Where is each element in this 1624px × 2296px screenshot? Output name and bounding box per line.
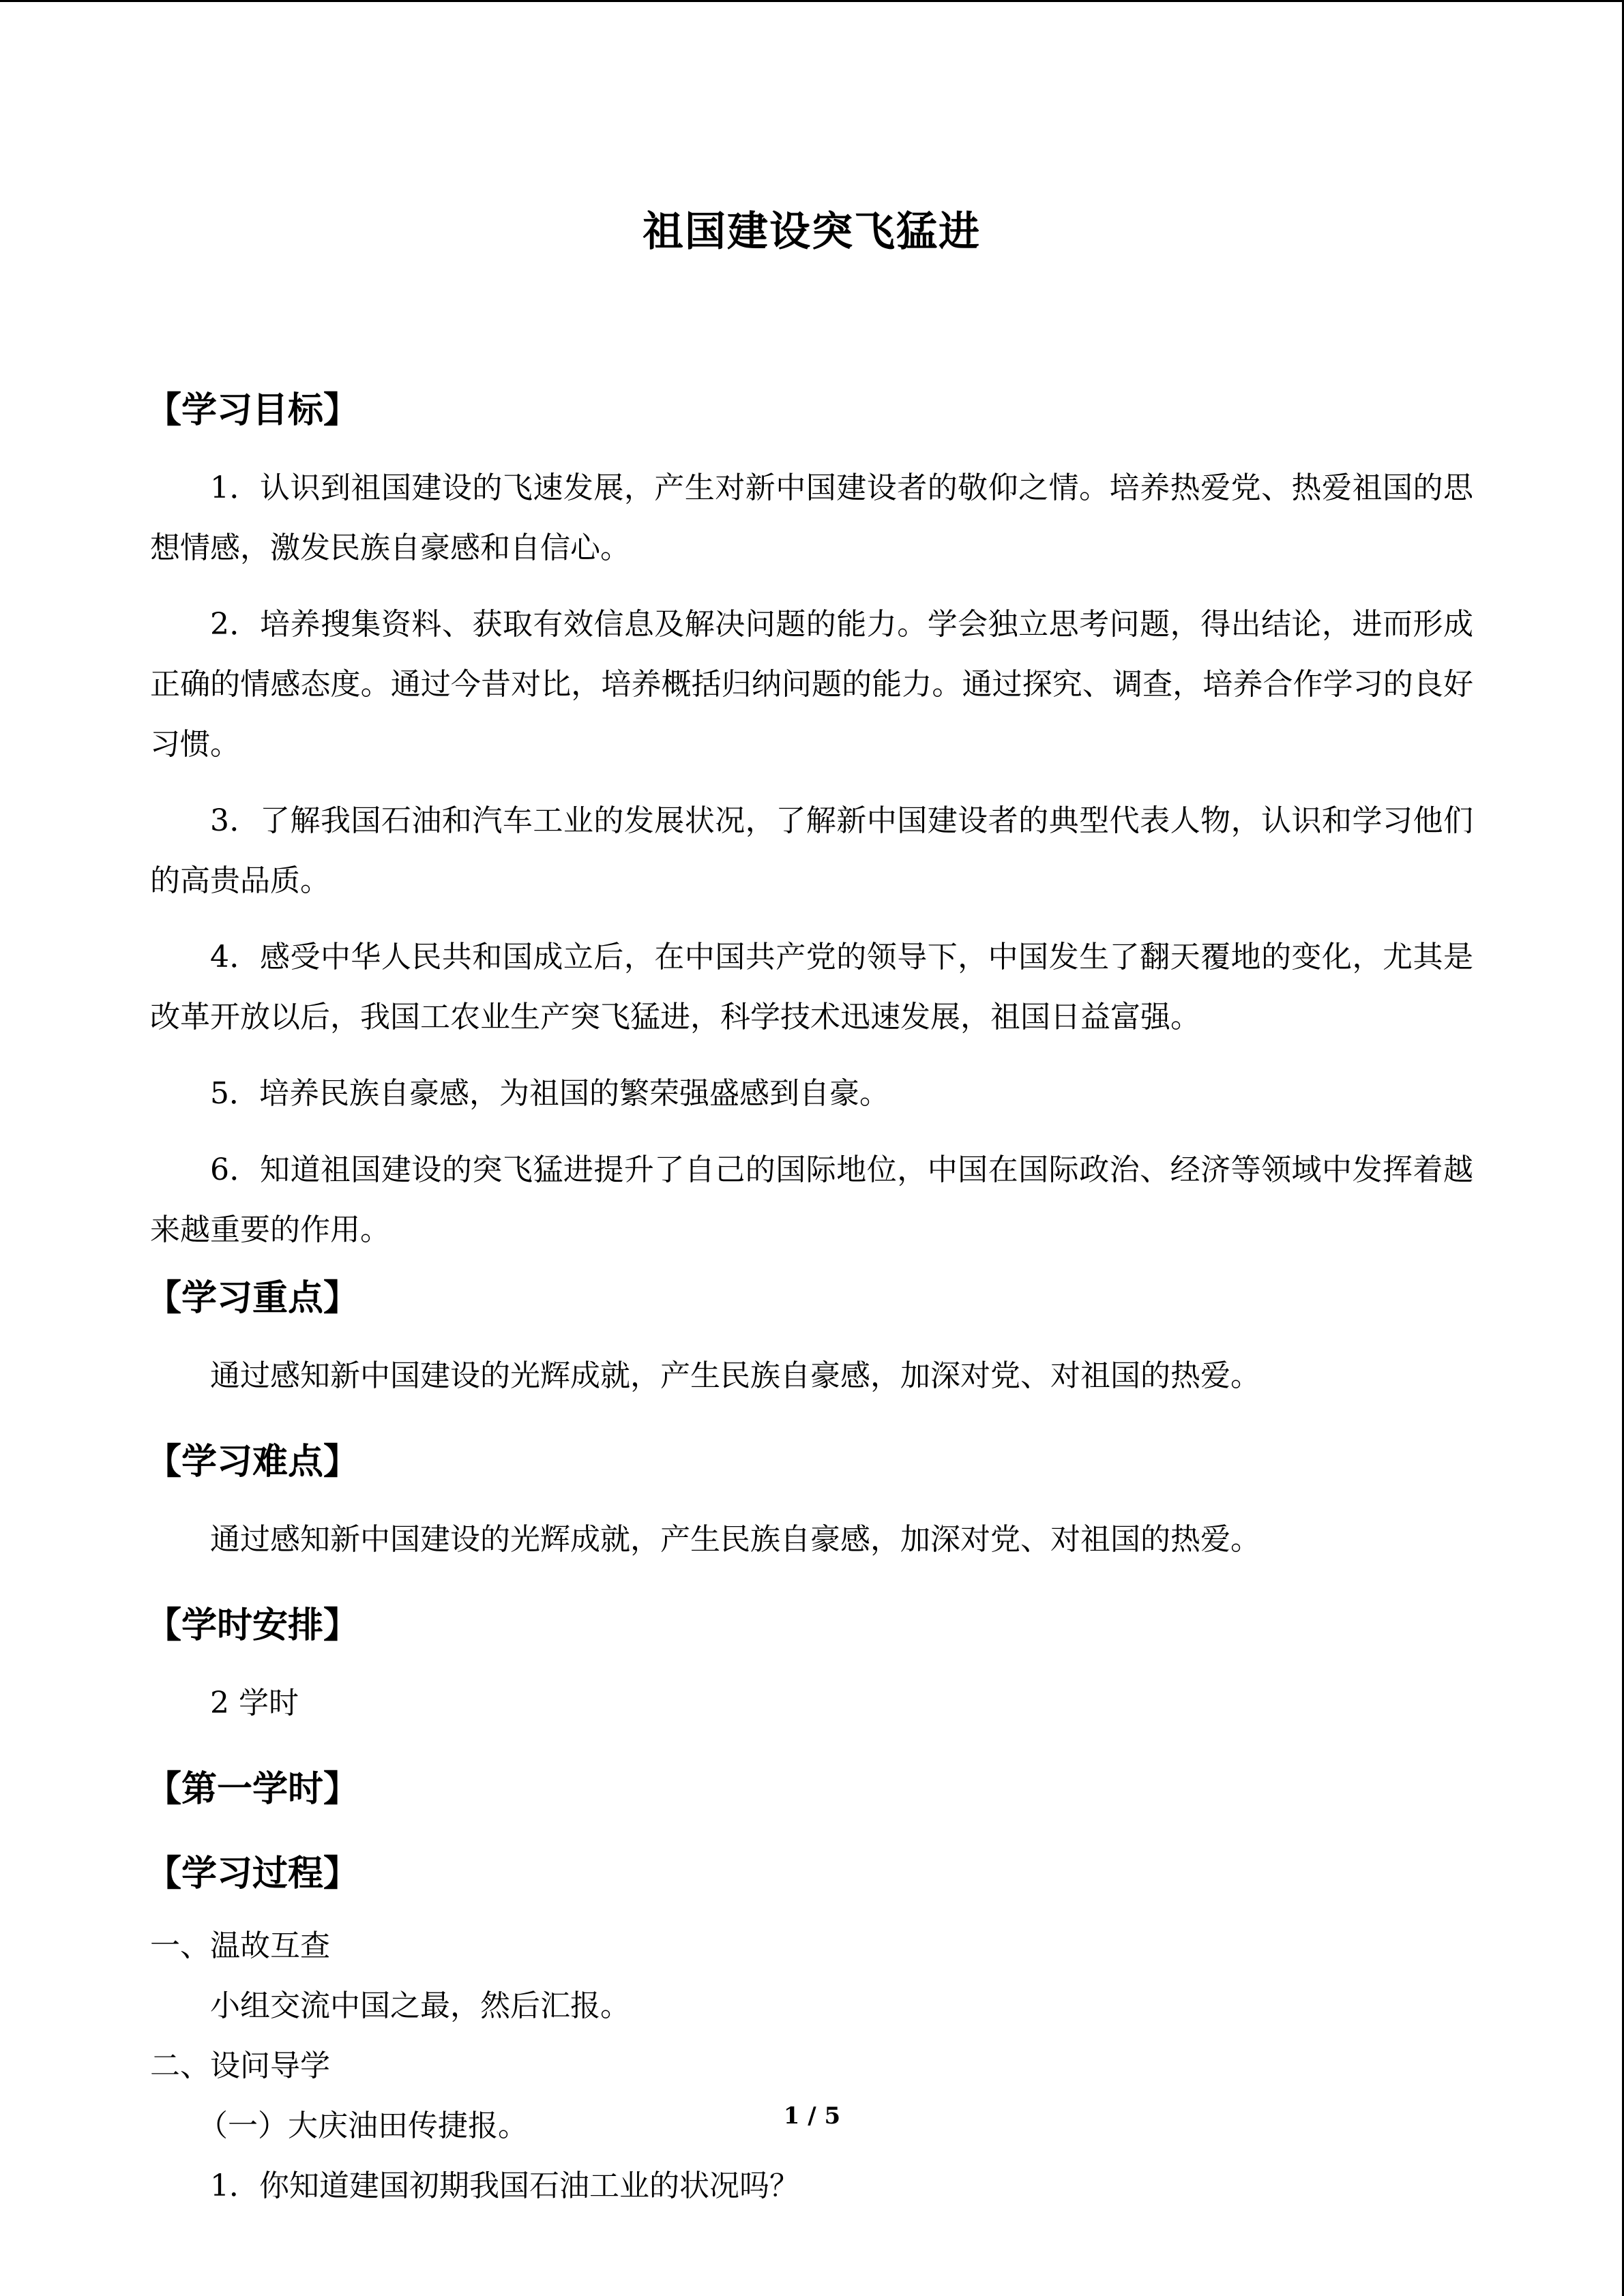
heading-key-points: 【学习重点】: [146, 1278, 359, 1319]
page-number: 1 / 5: [783, 2102, 841, 2130]
step-1-title: 一、温故互查: [150, 1928, 330, 1963]
sub-section-1-title: （一）大庆油田传捷报。: [198, 2108, 528, 2143]
top-border: [0, 0, 1624, 2]
goal-item-4: 4．感受中华人民共和国成立后，在中国共产党的领导下，中国发生了翻天覆地的变化，尤其是改革开放以后，我国工农业生产突飞猛进，科学技术迅速发展，祖国日益富强。: [150, 940, 1473, 1034]
heading-process: 【学习过程】: [146, 1853, 359, 1894]
schedule-text: 2 学时: [210, 1686, 299, 1720]
heading-schedule: 【学时安排】: [146, 1605, 359, 1646]
heading-difficulties: 【学习难点】: [146, 1442, 359, 1482]
document-page: [146, 205, 1473, 2216]
difficulties-text: 通过感知新中国建设的光辉成就，产生民族自豪感，加深对党、对祖国的热爱。: [210, 1522, 1260, 1557]
sub-section-1-question-1: 1．你知道建国初期我国石油工业的状况吗？: [210, 2168, 799, 2203]
document-title: 祖国建设突飞猛进: [643, 208, 981, 256]
heading-first-period: 【第一学时】: [146, 1769, 359, 1810]
step-1-text: 小组交流中国之最，然后汇报。: [210, 1988, 630, 2023]
goal-item-1: 1．认识到祖国建设的飞速发展，产生对新中国建设者的敬仰之情。培养热爱党、热爱祖国的思想情感，激发民族自豪感和自信心。: [150, 471, 1473, 565]
key-points-text: 通过感知新中国建设的光辉成就，产生民族自豪感，加深对党、对祖国的热爱。: [210, 1358, 1260, 1393]
goal-item-6: 6．知道祖国建设的突飞猛进提升了自己的国际地位，中国在国际政治、经济等领域中发挥着越来越重要的作用。: [150, 1152, 1473, 1247]
goal-item-5: 5．培养民族自豪感，为祖国的繁荣强盛感到自豪。: [210, 1076, 889, 1111]
goal-item-3: 3．了解我国石油和汽车工业的发展状况，了解新中国建设者的典型代表人物，认识和学习他们的高贵品质。: [150, 803, 1473, 898]
heading-learning-goals: 【学习目标】: [146, 390, 359, 431]
goal-item-2: 2．培养搜集资料、获取有效信息及解决问题的能力。学会独立思考问题，得出结论，进而形成正确的情感态度。通过今昔对比，培养概括归纳问题的能力。通过探究、调查，培养合作学习的良好习惯。: [150, 607, 1473, 762]
step-2-title: 二、设问导学: [150, 2048, 330, 2083]
